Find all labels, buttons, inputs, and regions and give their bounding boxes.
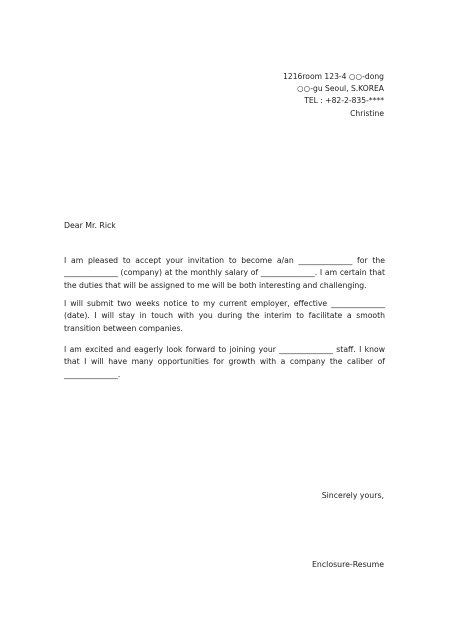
complimentary-close: Sincerely yours, bbox=[321, 491, 384, 500]
letter-paragraph-acceptance: I am pleased to accept your invitation to become a/an ______________ for the ______________ (company) at the monthly salary of ______________. I am certain that the duties that will be assigned to me will be both interesting and challenging. bbox=[64, 256, 385, 290]
enclosure-note: Enclosure-Resume bbox=[312, 560, 384, 569]
sender-address-line-1: 1216room 123-4 ○○-dong bbox=[283, 72, 384, 81]
sender-address-line-2: ○○-gu Seoul, S.KOREA bbox=[297, 84, 384, 94]
sender-address-block bbox=[283, 71, 384, 120]
sender-name: Christine bbox=[350, 108, 384, 118]
sender-phone: TEL : +82-2-835-**** bbox=[304, 96, 384, 106]
letter-paragraph-notice: I will submit two weeks notice to my current employer, effective ______________ (date). I will stay in touch with you during the interim to facilitate a smooth transition between companies. bbox=[64, 299, 385, 333]
letter-paragraph-closing-remarks: I am excited and eagerly look forward to joining your ______________ staff. I know that I will have many opportunities for growth with a company the caliber of ______________. bbox=[64, 345, 385, 379]
salutation: Dear Mr. Rick bbox=[64, 221, 116, 230]
